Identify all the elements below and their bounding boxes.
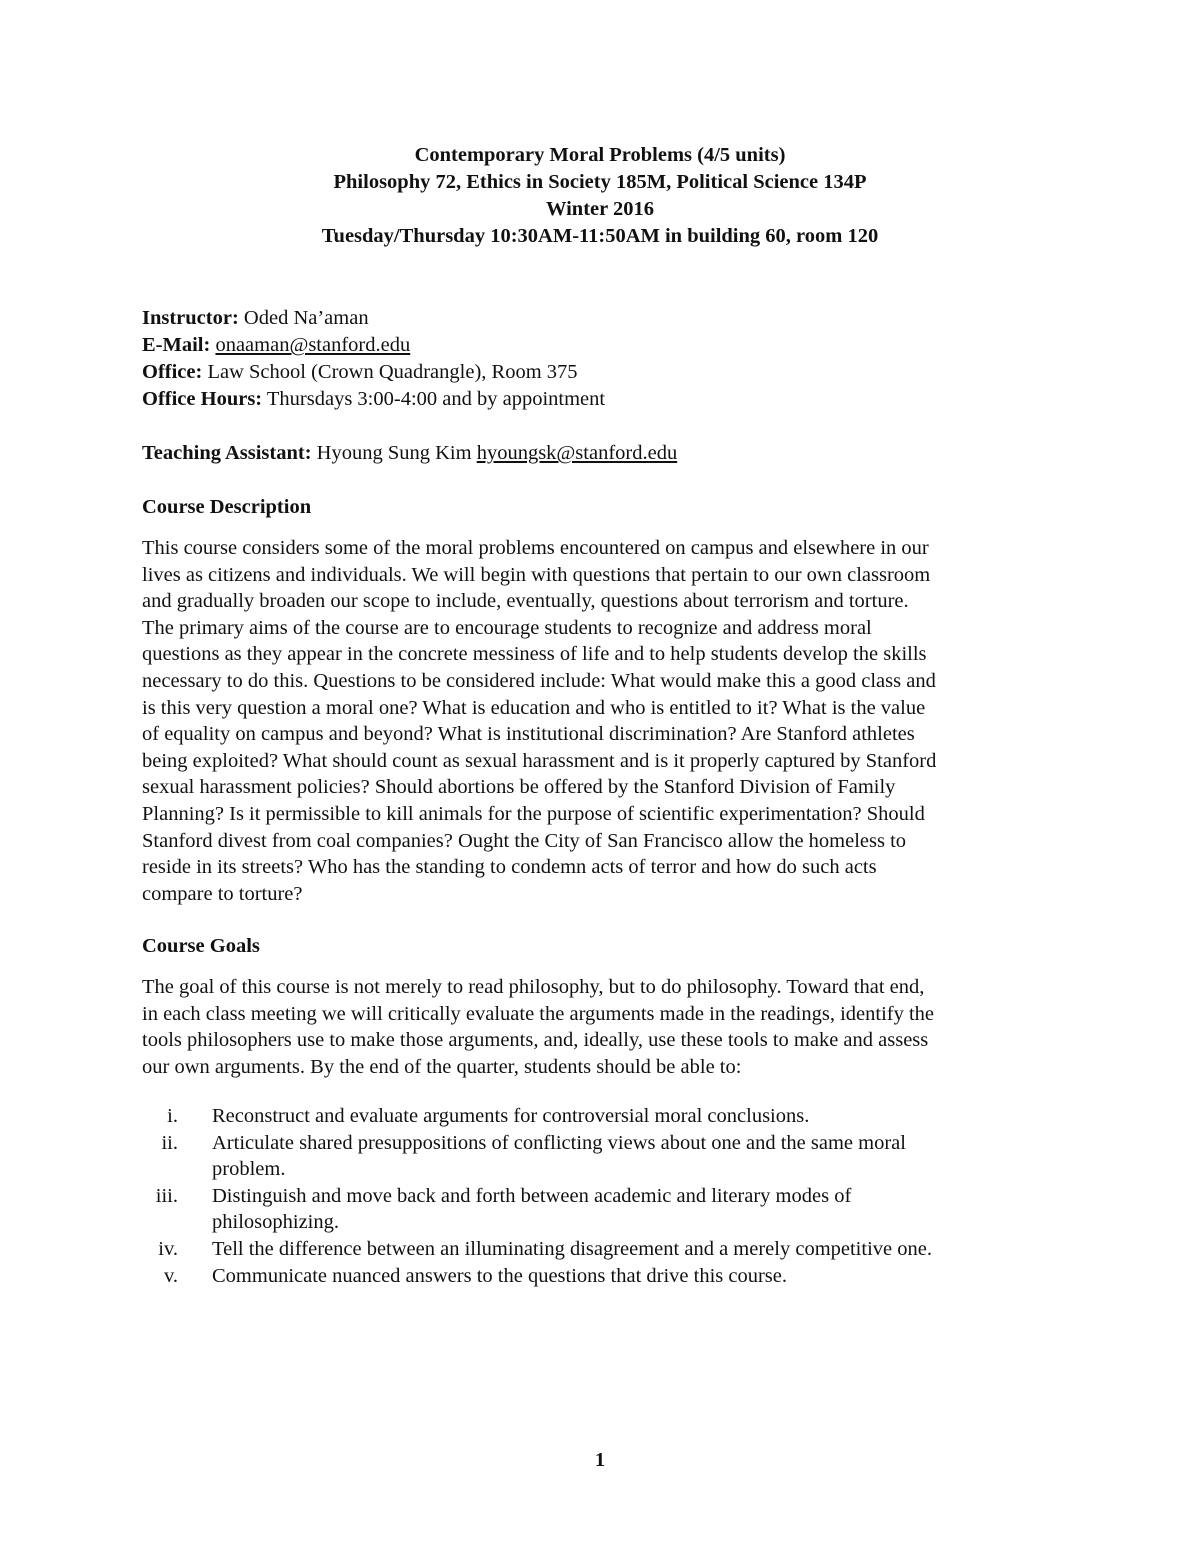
email-label: E-Mail: bbox=[142, 334, 211, 356]
paragraph-line: of equality on campus and beyond? What is institutional discrimination? Are Stanford athletes bbox=[142, 723, 915, 746]
paragraph-line: This course considers some of the moral problems encountered on campus and elsewhere in our bbox=[142, 537, 929, 559]
list-item-text bbox=[212, 1130, 1062, 1183]
office-label: Office: bbox=[142, 361, 203, 383]
ta-line bbox=[142, 440, 1062, 467]
contact-info bbox=[142, 305, 1062, 467]
course-goals-intro bbox=[142, 974, 1062, 1080]
instructor-name: Oded Na’aman bbox=[243, 307, 369, 329]
list-item bbox=[142, 1236, 1062, 1263]
email-line bbox=[142, 332, 1062, 359]
instructor-email-link[interactable]: onaaman@stanford.edu bbox=[215, 334, 411, 356]
list-item-number: iii. bbox=[155, 1184, 178, 1207]
paragraph-line: questions as they appear in the concrete messiness of life and to help students develop the skills bbox=[142, 643, 927, 666]
paragraph-line: in each class meeting we will critically evaluate the arguments made in the readings, identify the bbox=[142, 1002, 935, 1025]
list-item-line: Distinguish and move back and forth between academic and literary modes of bbox=[212, 1184, 852, 1207]
office-line bbox=[142, 359, 1062, 386]
paragraph-line: tools philosophers use to make those arguments, and, ideally, use these tools to make and assess bbox=[142, 1029, 929, 1052]
list-item-line: Reconstruct and evaluate arguments for controversial moral conclusions. bbox=[212, 1105, 810, 1127]
list-item-line: philosophizing. bbox=[212, 1211, 339, 1234]
course-schedule: Tuesday/Thursday 10:30AM-11:50AM in building 60, room 120 bbox=[321, 225, 879, 247]
paragraph-line: sexual harassment policies? Should abortions be offered by the Stanford Division of Family bbox=[142, 776, 896, 799]
list-item-text bbox=[212, 1263, 1062, 1290]
paragraph-line: reside in its streets? Who has the standing to condemn acts of terror and how do such acts bbox=[142, 856, 877, 879]
list-item-number: iv. bbox=[158, 1237, 178, 1260]
office-location: Law School (Crown Quadrangle), Room 375 bbox=[207, 361, 578, 383]
course-header bbox=[0, 142, 1200, 250]
paragraph-line: and gradually broaden our scope to include, eventually, questions about terrorism and torture. bbox=[142, 590, 909, 613]
list-item-text bbox=[212, 1236, 1062, 1263]
ta-label: Teaching Assistant: bbox=[142, 442, 312, 464]
list-item-line: problem. bbox=[212, 1158, 286, 1181]
page-number: 1 bbox=[594, 1449, 606, 1471]
instructor-label: Instructor: bbox=[142, 307, 239, 329]
list-item-number: ii. bbox=[161, 1131, 178, 1154]
paragraph-line: Stanford divest from coal companies? Ought the City of San Francisco allow the homeless to bbox=[142, 829, 907, 852]
list-item-line: Tell the difference between an illuminating disagreement and a merely competitive one. bbox=[212, 1237, 932, 1260]
paragraph-line: is this very question a moral one? What is education and who is entitled to it? What is the value bbox=[142, 696, 926, 719]
paragraph-line: The goal of this course is not merely to read philosophy, but to do philosophy. Toward that end, bbox=[142, 976, 925, 998]
spacer bbox=[142, 413, 1062, 440]
office-hours: Thursdays 3:00-4:00 and by appointment bbox=[266, 388, 606, 410]
course-description-paragraph bbox=[142, 535, 1062, 907]
paragraph-line: necessary to do this. Questions to be considered include: What would make this a good class and bbox=[142, 669, 936, 692]
list-item-line: Articulate shared presuppositions of conflicting views about one and the same moral bbox=[212, 1131, 906, 1154]
course-goals-heading: Course Goals bbox=[142, 935, 260, 957]
ta-name: Hyoung Sung Kim bbox=[316, 442, 472, 464]
list-item bbox=[142, 1183, 1062, 1236]
list-item-text bbox=[212, 1103, 1062, 1130]
paragraph-line: lives as citizens and individuals. We will begin with questions that pertain to our own classroom bbox=[142, 563, 931, 586]
paragraph-line: Planning? Is it permissible to kill animals for the purpose of scientific experimentation? Should bbox=[142, 802, 925, 825]
list-item-number: v. bbox=[163, 1264, 178, 1287]
course-numbers: Philosophy 72, Ethics in Society 185M, Political Science 134P bbox=[333, 171, 867, 193]
course-term: Winter 2016 bbox=[545, 198, 654, 220]
paragraph-line: being exploited? What should count as sexual harassment and is it properly captured by Stanford bbox=[142, 749, 937, 772]
course-title: Contemporary Moral Problems (4/5 units) bbox=[414, 144, 786, 166]
course-description-heading: Course Description bbox=[142, 496, 312, 518]
course-goals-list bbox=[142, 1103, 1062, 1289]
paragraph-line: The primary aims of the course are to encourage students to recognize and address moral bbox=[142, 616, 872, 639]
list-item-line: Communicate nuanced answers to the questions that drive this course. bbox=[212, 1264, 788, 1287]
list-item bbox=[142, 1103, 1062, 1130]
office-hours-label: Office Hours: bbox=[142, 388, 263, 410]
paragraph-line: compare to torture? bbox=[142, 882, 303, 905]
list-item-number: i. bbox=[167, 1105, 178, 1127]
paragraph-line: our own arguments. By the end of the quarter, students should be able to: bbox=[142, 1055, 742, 1078]
office-hours-line bbox=[142, 386, 1062, 413]
list-item bbox=[142, 1130, 1062, 1183]
list-item-text bbox=[212, 1183, 1062, 1236]
instructor-line bbox=[142, 305, 1062, 332]
list-item bbox=[142, 1263, 1062, 1290]
ta-email-link[interactable]: hyoungsk@stanford.edu bbox=[476, 442, 678, 464]
